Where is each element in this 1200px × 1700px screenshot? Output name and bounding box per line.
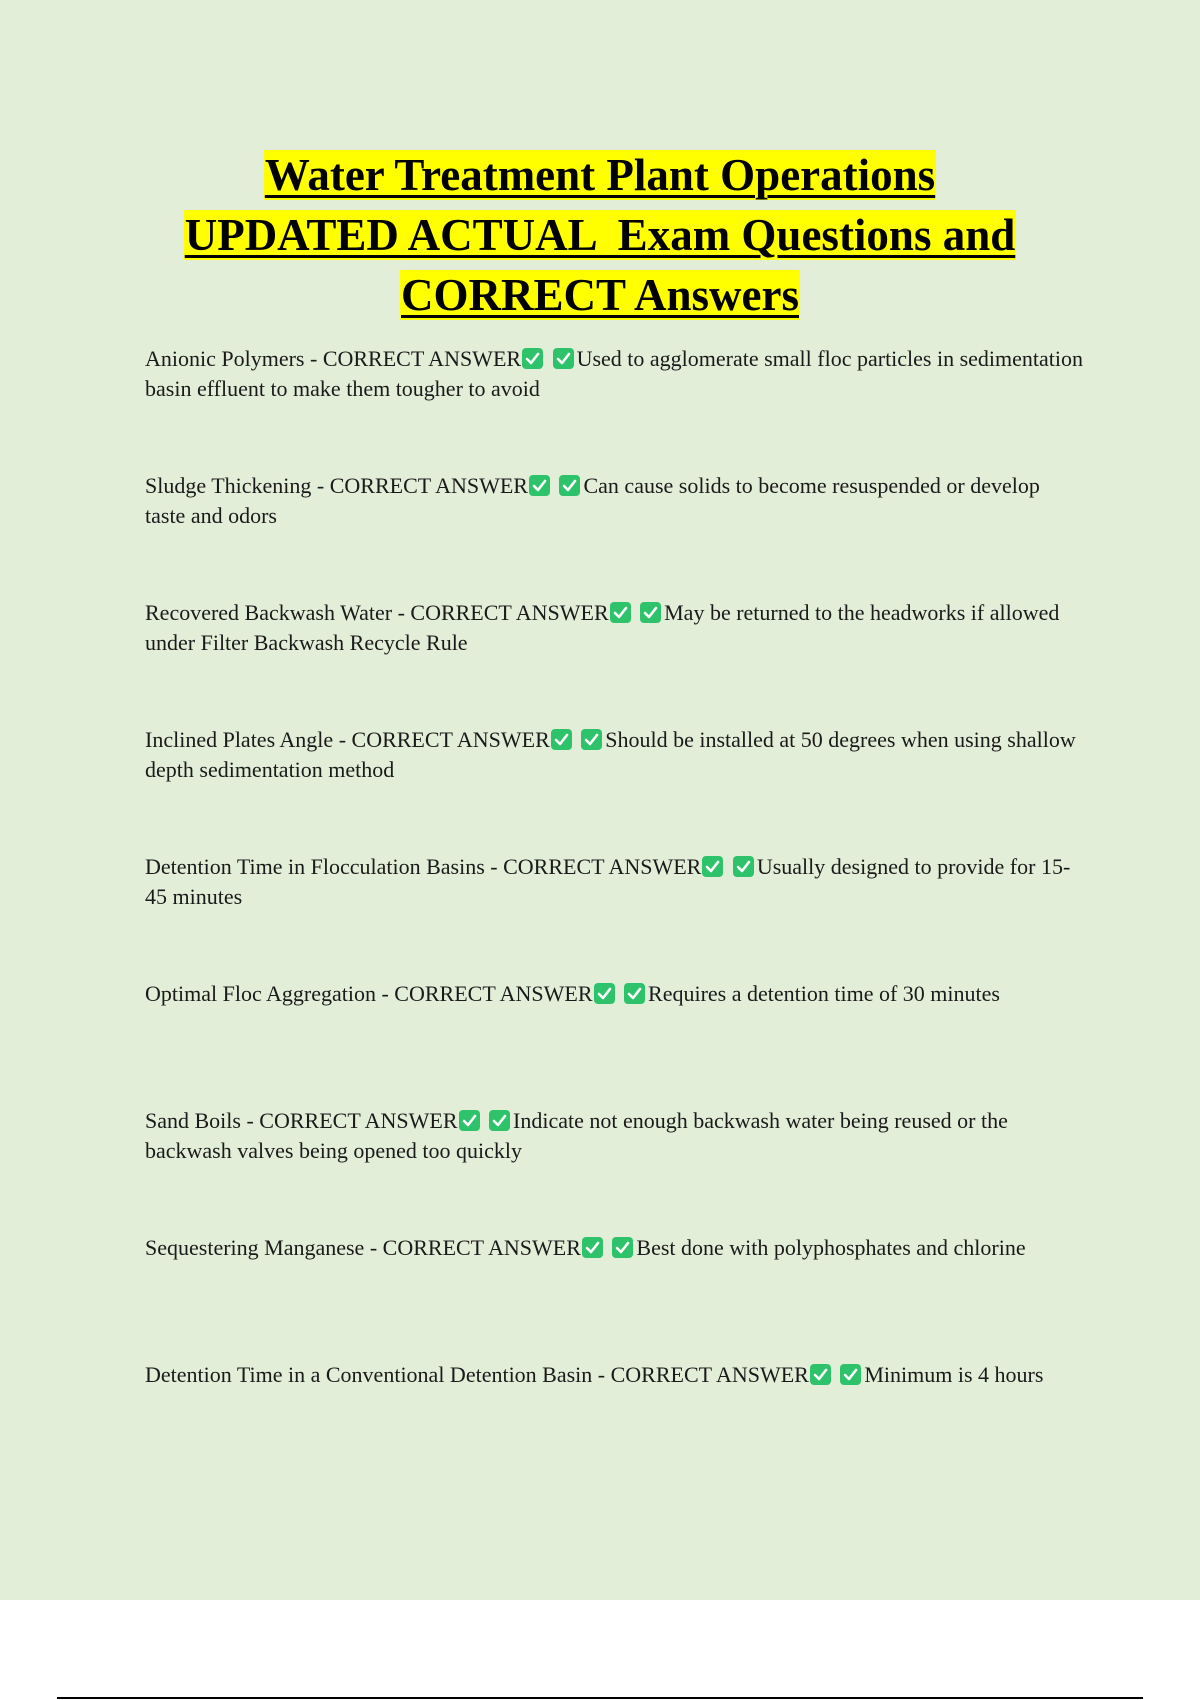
qa-item [145, 471, 1085, 531]
title-line-2: UPDATED ACTUAL Exam Questions and [184, 210, 1016, 260]
qa-term: Optimal Floc Aggregation [145, 981, 376, 1006]
correct-answer-marker: - CORRECT ANSWER [304, 346, 522, 371]
check-mark-icon [559, 475, 580, 496]
qa-term: Detention Time in Flocculation Basins [145, 854, 485, 879]
document-title [0, 145, 1200, 325]
qa-term: Detention Time in a Conventional Detention Basin [145, 1362, 593, 1387]
check-mark-icon [553, 348, 574, 369]
qa-answer: Usually designed to provide for 15-45 minutes [145, 854, 1071, 909]
qa-term: Sequestering Manganese [145, 1235, 365, 1260]
qa-term: Sludge Thickening [145, 473, 312, 498]
qa-item [145, 598, 1085, 658]
correct-answer-marker: - CORRECT ANSWER [364, 1235, 581, 1260]
qa-answer: Used to agglomerate small floc particles in sedimentation basin effluent to make them tougher to avoid [145, 346, 1084, 401]
check-mark-icon [612, 1237, 633, 1258]
correct-answer-marker: - CORRECT ANSWER [375, 981, 593, 1006]
footer-rule [57, 1697, 1143, 1699]
check-mark-icon [810, 1364, 831, 1385]
check-mark-icon [840, 1364, 861, 1385]
qa-term: Sand Boils [145, 1108, 241, 1133]
qa-answer: Can cause solids to become resuspended or develop taste and odors [145, 473, 1040, 528]
qa-item [145, 1233, 1085, 1263]
qa-answer: Requires a detention time of 30 minutes [648, 981, 1000, 1006]
check-mark-icon [582, 1237, 603, 1258]
qa-term: Anionic Polymers [145, 346, 305, 371]
correct-answer-marker: - CORRECT ANSWER [592, 1362, 809, 1387]
title-line-1: Water Treatment Plant Operations [264, 150, 936, 200]
check-mark-icon [702, 856, 723, 877]
qa-answer: Best done with polyphosphates and chlorine [636, 1235, 1026, 1260]
check-mark-icon [610, 602, 631, 623]
correct-answer-marker: - CORRECT ANSWER [392, 600, 609, 625]
check-mark-icon [624, 983, 645, 1004]
qa-answer: Should be installed at 50 degrees when using shallow depth sedimentation method [145, 727, 1076, 782]
check-mark-icon [522, 348, 543, 369]
title-line-3: CORRECT Answers [401, 270, 799, 320]
correct-answer-marker: - CORRECT ANSWER [240, 1108, 458, 1133]
check-mark-icon [489, 1110, 510, 1131]
qa-term: Recovered Backwash Water [145, 600, 393, 625]
qa-item [145, 1360, 1085, 1390]
qa-answer: May be returned to the headworks if allowed under Filter Backwash Recycle Rule [145, 600, 1060, 655]
correct-answer-marker: - CORRECT ANSWER [484, 854, 702, 879]
check-mark-icon [459, 1110, 480, 1131]
qa-item [145, 1106, 1085, 1166]
qa-answer: Minimum is 4 hours [864, 1362, 1044, 1387]
qa-item [145, 725, 1085, 785]
qa-item [145, 979, 1085, 1009]
check-mark-icon [640, 602, 661, 623]
qa-item [145, 852, 1085, 912]
check-mark-icon [581, 729, 602, 750]
qa-item [145, 344, 1085, 404]
correct-answer-marker: - CORRECT ANSWER [333, 727, 550, 752]
check-mark-icon [594, 983, 615, 1004]
qa-term: Inclined Plates Angle [145, 727, 334, 752]
check-mark-icon [529, 475, 550, 496]
correct-answer-marker: - CORRECT ANSWER [311, 473, 528, 498]
qa-answer: Indicate not enough backwash water being reused or the backwash valves being opened too quickly [145, 1108, 1008, 1163]
check-mark-icon [551, 729, 572, 750]
check-mark-icon [733, 856, 754, 877]
